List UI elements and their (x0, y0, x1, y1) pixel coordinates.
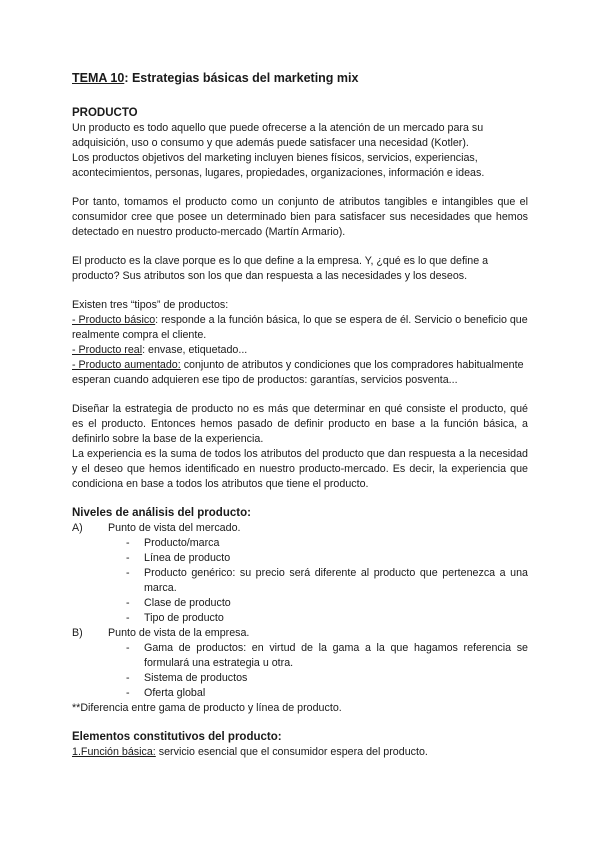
tipo-item (72, 358, 528, 388)
tipo-term: - Producto básico (72, 314, 156, 326)
paragraph: Existen tres “tipos” de productos: (72, 299, 229, 311)
level-label: Punto de vista del mercado. (108, 522, 241, 534)
title-prefix: TEMA 10 (72, 71, 125, 85)
list-item: - Tipo de producto (126, 612, 224, 624)
tipo-term: - Producto real (72, 344, 143, 356)
elemento-item (72, 745, 528, 760)
level-b (72, 626, 528, 641)
paragraph: El producto es la clave porque es lo que define a la empresa. Y, ¿qué es lo que define a producto? Sus atributos son los que dan respuesta a las necesidades y los deseos. (72, 255, 489, 282)
document-page (72, 70, 528, 760)
level-b-list (72, 641, 528, 701)
list-item: - Producto genérico: su precio será diferente al producto que pertenezca a una marca. (126, 567, 528, 594)
list-item: - Gama de productos: en virtud de la gama a la que hagamos referencia se formulará una estrategia u otra. (126, 642, 528, 669)
paragraph: La experiencia es la suma de todos los atributos del producto que dan respuesta a la necesidad y el deseo que hemos identificado en nuestro producto-mercado. Es decir, la experiencia que condiciona en base a todos los atributos que tiene el producto. (72, 448, 528, 490)
section-heading-elementos: Elementos constitutivos del producto: (72, 731, 282, 743)
level-marker: B) (72, 627, 83, 639)
tipo-term: - Producto aumentado: (72, 359, 181, 371)
paragraph: Un producto es todo aquello que puede ofrecerse a la atención de un mercado para su adquisición, uso o consumo y que además puede satisfacer una necesidad (Kotler). (72, 122, 484, 149)
elemento-term: 1.Función básica: (72, 746, 156, 758)
level-a (72, 521, 528, 536)
paragraph: Por tanto, tomamos el producto como un conjunto de atributos tangibles e intangibles que el consumidor cree que posee un determinado bien para satisfacer sus necesidades que hemos detectado en nuestro producto-mercado (Martín Armario). (72, 196, 528, 238)
list-item: - Clase de producto (126, 597, 231, 609)
level-a-list (72, 536, 528, 626)
tipo-text: : envase, etiquetado... (142, 344, 248, 356)
tipo-text: conjunto de atributos y condiciones que los compradores habitualmente esperan cuando adquieren ese tipo de productos: garantías, servicios posventa... (72, 359, 524, 386)
list-item: - Producto/marca (126, 537, 220, 549)
tipo-item (72, 343, 528, 358)
list-item: - Línea de producto (126, 552, 231, 564)
elemento-text: servicio esencial que el consumidor espera del producto. (155, 746, 428, 758)
list-item: - Sistema de productos (126, 672, 248, 684)
level-marker: A) (72, 522, 83, 534)
level-label: Punto de vista de la empresa. (108, 627, 250, 639)
paragraph: Diseñar la estrategia de producto no es más que determinar en qué consiste el producto, qué es el producto. Entonces hemos pasado de definir producto en base a la función básica, a definirlo sobre la base de la experiencia. (72, 403, 528, 445)
tipo-text: : responde a la función básica, lo que se espera de él. Servicio o beneficio que realmente compra el cliente. (72, 314, 528, 341)
tipo-item (72, 313, 528, 343)
note: **Diferencia entre gama de producto y línea de producto. (72, 702, 342, 714)
list-item: - Oferta global (126, 687, 206, 699)
page-title (72, 70, 528, 86)
section-heading-niveles: Niveles de análisis del producto: (72, 507, 251, 519)
section-heading-producto: PRODUCTO (72, 107, 138, 119)
paragraph: Los productos objetivos del marketing incluyen bienes físicos, servicios, experiencias, acontecimientos, personas, lugares, propiedades, organizaciones, información e ideas. (72, 152, 485, 179)
title-rest: : Estrategias básicas del marketing mix (124, 71, 359, 85)
